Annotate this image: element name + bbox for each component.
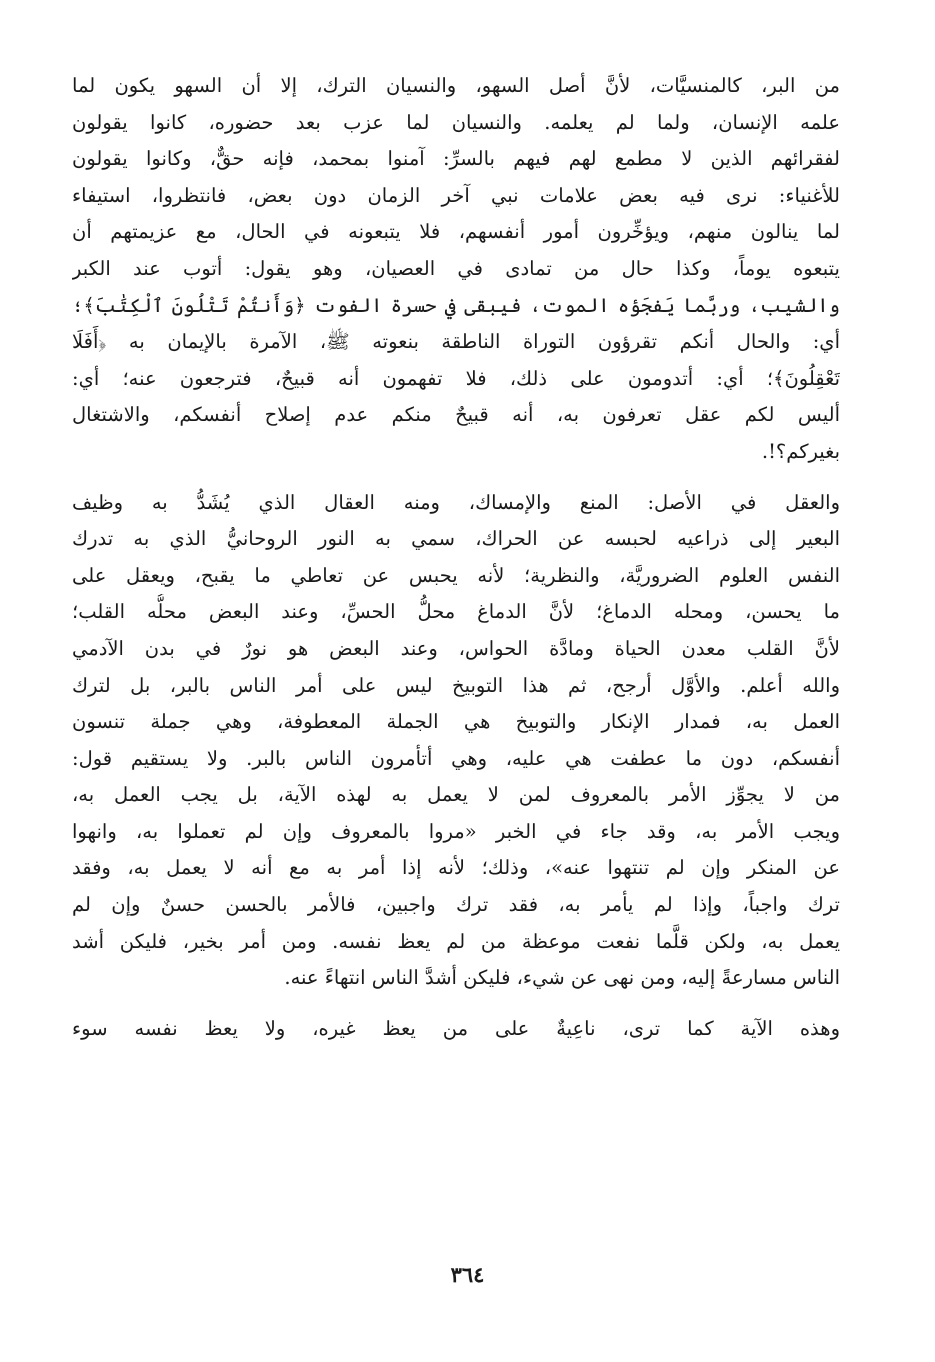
- text-line: بغيركم؟!.: [761, 439, 840, 463]
- text-line: عن المنكر وإن لم تنتهوا عنه»، وذلك؛ لأنه إذا أمر به مع أنه لا يعمل به، وفقد: [72, 856, 840, 880]
- text-line: وهذه الآية كما ترى، ناعِيةٌ على من يعظ غيره، ولا يعظ نفسه سوء: [72, 1016, 840, 1040]
- text-line: ويجب الأمر به، وقد جاء في الخبر «مروا بالمعروف وإن لم تعملوا به، وانهوا: [72, 819, 840, 843]
- text-line: والعقل في الأصل: المنع والإمساك، ومنه العقال الذي يُشَدُّ به وظيف: [72, 490, 840, 514]
- text-line: من لا يجوِّز الأمر بالمعروف لمن لا يعمل به لهذه الآية، بل يجب العمل به،: [72, 783, 840, 807]
- text-line: علمه الإنسان، ولما لم يعلمه. والنسيان لما عزب بعد حضوره، كانوا يقولون: [72, 110, 840, 134]
- paragraph-2: [72, 485, 840, 997]
- paragraph-3: [72, 1011, 840, 1048]
- text-line: الناس مسارعةً إليه، ومن نهى عن شيء، فليكن أشدَّ الناس انتهاءً عنه.: [284, 966, 840, 990]
- text-line: البعير إلى ذراعيه لحبسه عن الحراك، سمي به النور الروحانيُّ الذي به تدرك: [72, 527, 840, 551]
- text-line: من البر، كالمنسيَّات، لأنَّ أصل السهو، والنسيان الترك، إلا أن السهو يكون لما: [72, 74, 840, 97]
- text-line: أنفسكم، دون ما عطفت هي عليه، وهي أتأمرون الناس بالبر. ولا يستقيم قول:: [72, 746, 840, 770]
- paragraph-gap: [72, 471, 840, 485]
- text-line: أليس لكم عقل تعرفون به، أنه قبيحٌ منكم عدم إصلاح أنفسكم، والاشتغال: [72, 403, 840, 427]
- text-line: العمل به، فمدار الإنكار والتوبيخ هي الجملة المعطوفة، وهي جملة تنسون: [72, 710, 840, 734]
- text-line: يتبعوه يوماً، وكذا حال من تمادى في العصيان، وهو يقول: أتوب عند الكبر: [72, 256, 840, 280]
- text-line: تَعْقِلُونَ﴾؛ أي: أتدومون على ذلك، فلا تفهمون أنه قبيحٌ، فترجعون عنه؛ أي:: [72, 366, 840, 390]
- text-line: أي: والحال أنكم تقرؤون التوراة الناطقة بنعوته ﷺ، الآمرة بالإيمان به ﴿أَفَلَا: [72, 330, 840, 354]
- text-line: لفقرائهم الذين لا مطمع لهم فيهم بالسرِّ: آمنوا بمحمد، فإنه حقٌّ، وكانوا يقولون: [72, 147, 840, 171]
- page-number: ٣٦٤: [450, 1262, 485, 1287]
- text-line: للأغنياء: نرى فيه بعض علامات نبي آخر الزمان دون بعض، فانتظروا، استيفاء: [72, 183, 840, 207]
- text-line: لأنَّ القلب معدن الحياة ومادَّة الحواس، وعند البعض هو نورٌ في بدن الآدمي: [72, 636, 840, 660]
- body-text: [72, 68, 840, 1047]
- text-line: النفس العلوم الضروريَّة، والنظرية؛ لأنه يحبس عن تعاطي ما يقبح، ويعقل على: [72, 563, 840, 587]
- paragraph-1: [72, 68, 840, 471]
- text-line: والله أعلم. والأوَّل أرجح، ثم هذا التوبيخ ليس على أمر الناس بالبر، بل لترك: [72, 673, 840, 697]
- text-line: يعمل به، ولكن قلَّما نفعت موعظة من لم يعظ نفسه. ومن أمر بخير، فليكن أشد: [72, 929, 840, 953]
- paragraph-gap: [72, 997, 840, 1011]
- text-line: والشيب، وربَّما يَفجَؤه الموت، فيبقى في حسرة الفوت ﴿وَأَنتُمْ تَتْلُونَ ٱلْكِتَٰبَ﴾؛: [72, 293, 840, 317]
- text-line: ترك واجباً، وإذا لم يأمر به، فقد ترك واجبين، فالأمر بالحسن حسنٌ وإن لم: [72, 893, 840, 917]
- text-line: لما ينالون منهم، ويؤخِّرون أمور أنفسهم، فلا يتبعونه في الحال، مع عزيمتهم أن: [72, 220, 840, 244]
- text-line: ما يحسن، ومحله الدماغ؛ لأنَّ الدماغ محلُّ الحسِّ، وعند البعض محلُّه القلب؛: [72, 600, 840, 624]
